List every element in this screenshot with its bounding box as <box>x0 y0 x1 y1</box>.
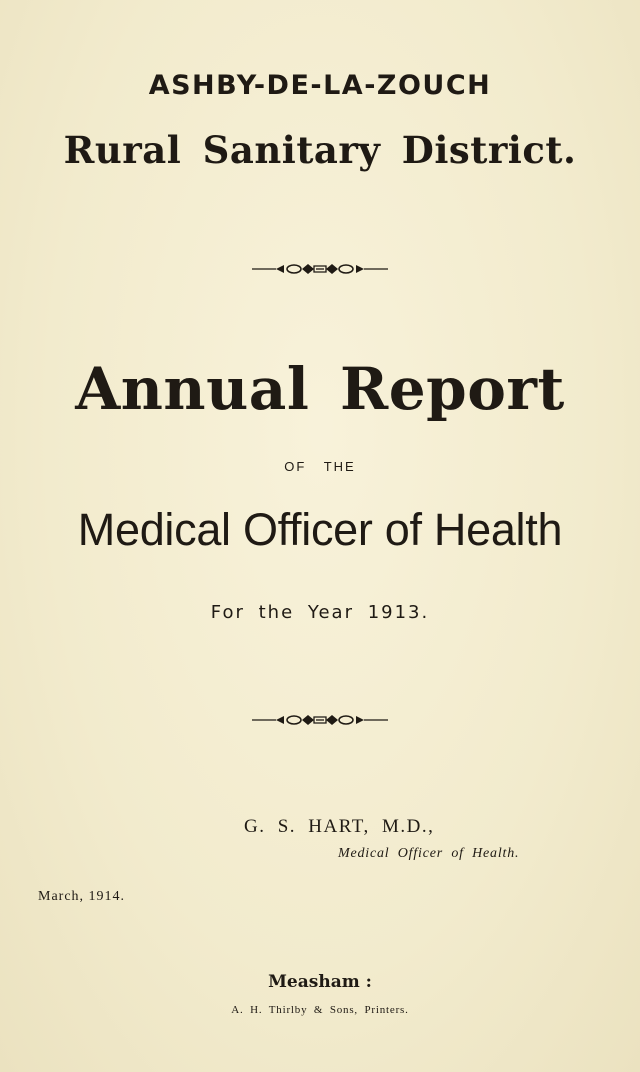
rule-ornament-bottom <box>0 713 640 727</box>
publication-date: March, 1914. <box>38 889 126 904</box>
report-title: Annual Report <box>75 355 565 423</box>
ornament-icon <box>250 713 390 727</box>
report-year: For the Year 1913. <box>210 602 430 623</box>
district-type: Rural Sanitary District. <box>63 128 577 172</box>
printer-credit: A. H. Thirlby & Sons, Printers. <box>231 1004 409 1016</box>
of-the-label: OF THE <box>284 459 356 474</box>
author-title: Medical Officer of Health. <box>338 846 520 861</box>
author-name: G. S. HART, M.D., <box>244 816 435 837</box>
officer-title: Medical Officer of Health <box>77 504 563 555</box>
ornament-icon <box>250 262 390 276</box>
district-name: ASHBY-DE-LA-ZOUCH <box>148 70 492 101</box>
rule-ornament-top <box>0 262 640 276</box>
publication-place: Measham : <box>268 972 372 992</box>
